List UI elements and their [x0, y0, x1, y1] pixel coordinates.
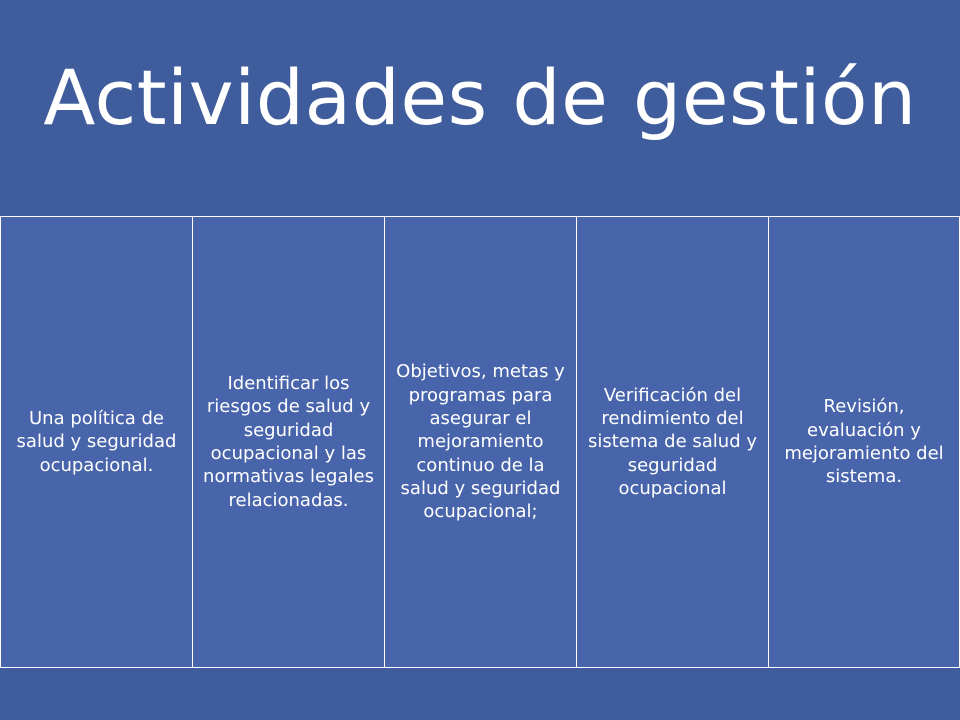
activity-box-review — [768, 216, 960, 668]
activity-box-text: Objetivos, metas y programas para asegurar el mejoramiento continuo de la salud y seguridad ocupacional; — [396, 361, 565, 523]
activity-box-text: Identificar los riesgos de salud y seguridad ocupacional y las normativas legales relacionadas. — [203, 372, 374, 511]
activity-box-text: Una política de salud y seguridad ocupacional. — [16, 407, 177, 476]
activity-box-text: Verificación del rendimiento del sistema de salud y seguridad ocupacional — [587, 384, 757, 500]
activity-box-verification — [576, 216, 769, 668]
activity-box-objectives — [384, 216, 577, 668]
activity-boxes — [0, 216, 960, 668]
activity-box-risks — [192, 216, 385, 668]
slide-title: Actividades de gestión — [43, 53, 917, 142]
activity-box-policy — [0, 216, 193, 668]
activity-box-text: Revisión, evaluación y mejoramiento del sistema. — [784, 396, 944, 488]
